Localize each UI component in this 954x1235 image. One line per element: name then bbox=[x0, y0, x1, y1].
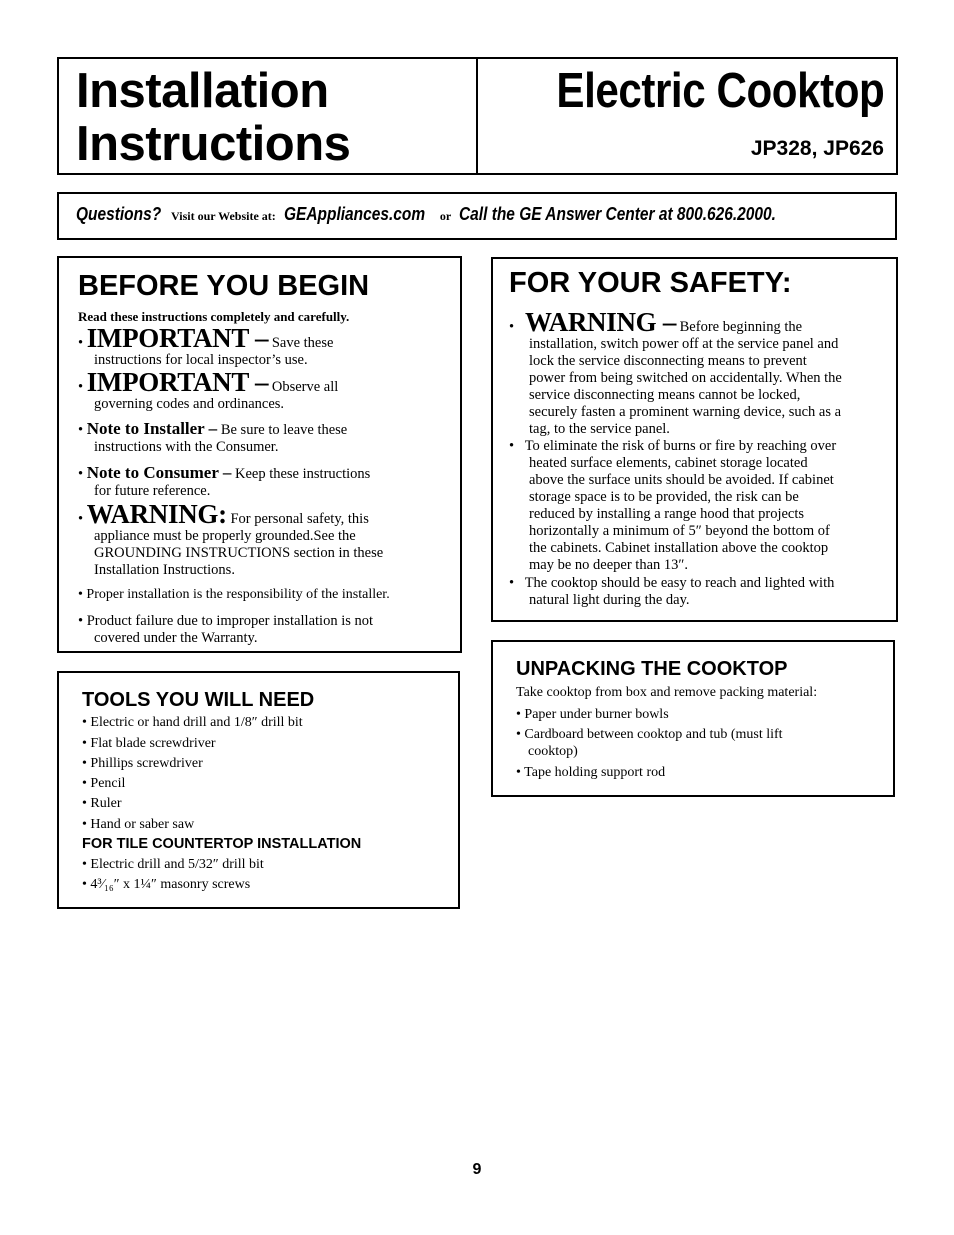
item-text: reduced by installing a range hood that projects bbox=[529, 506, 805, 522]
bullet: • bbox=[509, 575, 525, 591]
item-text: power from being switched on accidentally. When the bbox=[529, 370, 842, 386]
important-label: IMPORTANT – bbox=[86, 367, 269, 397]
list-item bbox=[82, 775, 125, 792]
questions-label: Questions? bbox=[76, 204, 162, 224]
safety-section bbox=[491, 257, 898, 622]
item-text: Pencil bbox=[90, 776, 126, 791]
bullet: • bbox=[509, 438, 525, 454]
warning-label: WARNING – bbox=[524, 307, 677, 337]
item-text: installation, switch power off at the service panel and bbox=[529, 336, 839, 352]
list-item bbox=[78, 325, 458, 369]
bullet: • bbox=[82, 736, 91, 751]
item-text: securely fasten a prominent warning device, such as a bbox=[529, 404, 842, 420]
unpacking-intro: Take cooktop from box and remove packing material: bbox=[516, 685, 818, 700]
item-text: for future reference. bbox=[94, 483, 211, 499]
item-text: Paper under burner bowls bbox=[524, 707, 669, 722]
bullet: • bbox=[78, 335, 87, 351]
item-text: service disconnecting means cannot be locked, bbox=[529, 387, 801, 403]
page-number: 9 bbox=[472, 1161, 482, 1178]
tools-heading: TOOLS YOU WILL NEED bbox=[82, 689, 315, 711]
item-text: Electric or hand drill and 1/8″ drill bit bbox=[90, 715, 303, 730]
item-text: appliance must be properly grounded.See the bbox=[94, 528, 356, 544]
item-text: For personal safety, this bbox=[230, 511, 369, 527]
item-text: To eliminate the risk of burns or fire by reaching over bbox=[524, 438, 837, 454]
questions-bar bbox=[57, 192, 897, 240]
list-item bbox=[516, 706, 669, 723]
before-intro: Read these instructions completely and carefully. bbox=[78, 309, 350, 324]
list-item bbox=[82, 856, 264, 873]
list-item bbox=[82, 795, 122, 812]
item-text: natural light during the day. bbox=[529, 592, 690, 608]
list-item bbox=[82, 876, 250, 893]
document-title bbox=[76, 65, 350, 171]
bullet: • bbox=[82, 796, 91, 811]
safety-heading: FOR YOUR SAFETY: bbox=[509, 267, 792, 299]
item-text: Save these bbox=[271, 335, 334, 351]
item-text: 4³⁄₁₆″ x 1¼″ masonry screws bbox=[90, 877, 251, 892]
list-item bbox=[82, 816, 194, 833]
item-text: may be no deeper than 13″. bbox=[529, 557, 689, 573]
bullet: • bbox=[78, 511, 87, 527]
item-text: Phillips screwdriver bbox=[90, 756, 203, 771]
note-consumer-label: Note to Consumer – bbox=[86, 463, 232, 482]
title-line-2: Instructions bbox=[76, 117, 351, 171]
before-you-begin-section bbox=[57, 256, 462, 653]
bullet: • bbox=[509, 319, 525, 335]
item-text: Observe all bbox=[271, 379, 339, 395]
list-item bbox=[516, 726, 783, 760]
list-item bbox=[82, 755, 203, 772]
item-text: governing codes and ordinances. bbox=[94, 396, 285, 412]
bullet: • bbox=[78, 466, 87, 482]
tile-subheading: FOR TILE COUNTERTOP INSTALLATION bbox=[82, 836, 362, 852]
unpacking-heading: UNPACKING THE COOKTOP bbox=[516, 658, 788, 680]
item-text: instructions with the Consumer. bbox=[94, 439, 279, 455]
list-item bbox=[516, 764, 665, 781]
bullet: • bbox=[78, 587, 87, 602]
bullet: • bbox=[82, 817, 91, 832]
title-line-1: Installation bbox=[76, 64, 329, 118]
item-text: horizontally a minimum of 5″ beyond the bottom of bbox=[529, 523, 830, 539]
list-item bbox=[509, 575, 894, 609]
model-numbers: JP328, JP626 bbox=[750, 137, 884, 160]
item-text: the cabinets. Cabinet installation above the cooktop bbox=[529, 540, 829, 556]
before-heading: BEFORE YOU BEGIN bbox=[78, 270, 370, 302]
item-text: Keep these instructions bbox=[234, 466, 371, 482]
item-text: Cardboard between cooktop and tub (must lift bbox=[524, 727, 783, 742]
bullet: • bbox=[82, 877, 91, 892]
list-item bbox=[509, 438, 894, 574]
item-text: storage space is to be provided, the risk can be bbox=[529, 489, 799, 505]
bullet: • bbox=[516, 727, 525, 742]
or-label: or bbox=[439, 209, 452, 223]
important-label: IMPORTANT – bbox=[86, 323, 269, 353]
item-text: above the surface units should be avoided. If cabinet bbox=[529, 472, 834, 488]
bullet: • bbox=[78, 422, 87, 438]
item-text: covered under the Warranty. bbox=[94, 630, 258, 646]
tools-section bbox=[57, 671, 460, 909]
list-item bbox=[78, 464, 458, 500]
item-text: Ruler bbox=[90, 796, 122, 811]
item-text: cooktop) bbox=[528, 744, 578, 759]
note-installer-label: Note to Installer – bbox=[86, 419, 218, 438]
item-text: heated surface elements, cabinet storage located bbox=[529, 455, 808, 471]
unpacking-section bbox=[491, 640, 895, 797]
bullet: • bbox=[78, 613, 87, 629]
item-text: Product failure due to improper installation is not bbox=[86, 613, 374, 629]
item-text: GROUNDING INSTRUCTIONS section in these bbox=[94, 545, 384, 561]
item-text: lock the service disconnecting means to prevent bbox=[529, 353, 807, 369]
list-item bbox=[78, 586, 463, 603]
bullet: • bbox=[82, 756, 91, 771]
item-text: Tape holding support rod bbox=[524, 765, 666, 780]
list-item bbox=[82, 735, 216, 752]
warning-label: WARNING: bbox=[86, 499, 227, 529]
website-link[interactable]: GEAppliances.com bbox=[283, 204, 425, 224]
list-item bbox=[78, 369, 458, 413]
bullet: • bbox=[516, 765, 525, 780]
list-item bbox=[509, 309, 894, 438]
visit-label: Visit our Website at: bbox=[171, 209, 276, 223]
bullet: • bbox=[516, 707, 525, 722]
item-text: The cooktop should be easy to reach and lighted with bbox=[524, 575, 835, 591]
bullet: • bbox=[82, 857, 91, 872]
bullet: • bbox=[82, 776, 91, 791]
list-item bbox=[78, 501, 458, 579]
item-text: Before beginning the bbox=[679, 319, 803, 335]
item-text: Electric drill and 5/32″ drill bit bbox=[90, 857, 264, 872]
list-item bbox=[82, 714, 303, 731]
product-title: Electric Cooktop bbox=[556, 64, 884, 118]
title-box bbox=[57, 57, 478, 175]
answer-center-phone: Call the GE Answer Center at 800.626.2000. bbox=[459, 204, 777, 224]
item-text: Proper installation is the responsibility of the installer. bbox=[86, 587, 390, 602]
item-text: Hand or saber saw bbox=[90, 817, 195, 832]
bullet: • bbox=[78, 379, 87, 395]
item-text: tag, to the service panel. bbox=[529, 421, 670, 437]
item-text: Installation Instructions. bbox=[94, 562, 235, 578]
item-text: Flat blade screwdriver bbox=[90, 736, 216, 751]
product-box bbox=[476, 57, 898, 175]
bullet: • bbox=[82, 715, 91, 730]
item-text: Be sure to leave these bbox=[220, 422, 348, 438]
list-item bbox=[78, 420, 458, 456]
list-item bbox=[78, 613, 458, 647]
item-text: instructions for local inspector’s use. bbox=[94, 352, 308, 368]
